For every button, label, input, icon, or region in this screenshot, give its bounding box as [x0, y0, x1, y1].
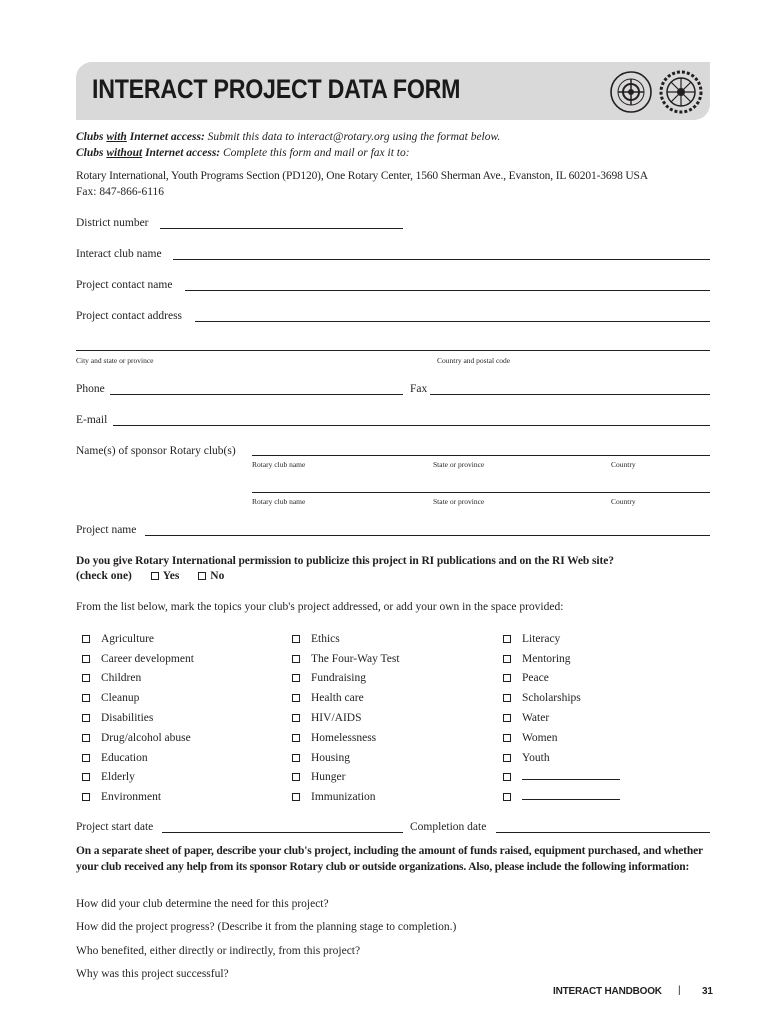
district-number-field[interactable]: [160, 228, 403, 229]
topic-checkbox[interactable]: [292, 754, 300, 762]
question-need: How did your club determine the need for this project?: [76, 898, 329, 910]
project-name-label: Project name: [76, 524, 137, 536]
topics-column-2: [292, 629, 400, 807]
intro-line-with-internet: Clubs with Internet access: Submit this data to interact@rotary.org using the format below.: [76, 131, 501, 143]
topic-checkbox[interactable]: [82, 734, 90, 742]
topic-item[interactable]: Children: [82, 669, 194, 689]
state-province-label: State or province: [433, 460, 485, 469]
completion-date-field[interactable]: [496, 832, 710, 833]
custom-topic-field[interactable]: [522, 792, 620, 800]
topic-checkbox[interactable]: [82, 655, 90, 663]
rotary-club-name-label: Rotary club name: [252, 497, 306, 506]
fax-field[interactable]: [430, 394, 710, 395]
topic-item[interactable]: Education: [82, 748, 194, 768]
topic-item[interactable]: Peace: [503, 669, 620, 689]
topic-item[interactable]: Homelessness: [292, 728, 400, 748]
city-state-label: City and state or province: [76, 356, 154, 365]
topic-item[interactable]: Hunger: [292, 768, 400, 788]
topic-item[interactable]: Youth: [503, 748, 620, 768]
custom-topic-item[interactable]: [503, 787, 620, 807]
completion-date-label: Completion date: [410, 821, 487, 833]
topic-checkbox[interactable]: [503, 635, 511, 643]
topic-checkbox[interactable]: [82, 714, 90, 722]
topic-checkbox[interactable]: [82, 635, 90, 643]
country-label: Country: [611, 497, 636, 506]
topic-item[interactable]: Career development: [82, 649, 194, 669]
city-country-field[interactable]: [76, 350, 710, 351]
topic-checkbox[interactable]: [292, 793, 300, 801]
topic-checkbox[interactable]: [292, 714, 300, 722]
rotary-logos: [609, 67, 704, 117]
topics-column-1: [82, 629, 194, 807]
topic-checkbox[interactable]: [292, 694, 300, 702]
sponsor-club-2-field[interactable]: [252, 492, 710, 493]
topic-checkbox[interactable]: [503, 714, 511, 722]
topic-item[interactable]: Agriculture: [82, 629, 194, 649]
no-checkbox[interactable]: [198, 572, 206, 580]
project-name-field[interactable]: [145, 535, 710, 536]
project-contact-address-label: Project contact address: [76, 310, 183, 322]
topic-item[interactable]: Mentoring: [503, 649, 620, 669]
email-field[interactable]: [113, 425, 710, 426]
topic-item[interactable]: Water: [503, 708, 620, 728]
intro-line-without-internet: Clubs without Internet access: Complete this form and mail or fax it to:: [76, 147, 410, 159]
topic-item[interactable]: Literacy: [503, 629, 620, 649]
topic-checkbox[interactable]: [292, 734, 300, 742]
project-contact-name-field[interactable]: [185, 290, 710, 291]
topic-item[interactable]: Disabilities: [82, 708, 194, 728]
topic-item[interactable]: Ethics: [292, 629, 400, 649]
topic-item[interactable]: Housing: [292, 748, 400, 768]
topic-checkbox[interactable]: [292, 655, 300, 663]
topic-item[interactable]: Immunization: [292, 787, 400, 807]
country-label: Country: [611, 460, 636, 469]
interact-club-name-label: Interact club name: [76, 248, 162, 260]
topics-intro: From the list below, mark the topics your club's project addressed, or add your own in the space provided:: [76, 601, 564, 613]
topic-item[interactable]: Environment: [82, 787, 194, 807]
topic-item[interactable]: Fundraising: [292, 669, 400, 689]
topic-checkbox[interactable]: [503, 734, 511, 742]
rotary-wheel-icon: [661, 72, 701, 112]
district-number-label: District number: [76, 217, 149, 229]
sponsor-club-1-field[interactable]: [252, 455, 710, 456]
check-one-label: (check one): [76, 570, 132, 582]
page-number: 31: [702, 986, 713, 997]
topic-checkbox[interactable]: [503, 754, 511, 762]
topic-checkbox[interactable]: [503, 674, 511, 682]
country-postal-label: Country and postal code: [437, 356, 511, 365]
topic-checkbox[interactable]: [503, 694, 511, 702]
state-province-label: State or province: [433, 497, 485, 506]
topic-checkbox[interactable]: [292, 635, 300, 643]
footer-separator: |: [678, 985, 681, 996]
topic-checkbox[interactable]: [292, 773, 300, 781]
custom-topic-checkbox[interactable]: [503, 793, 511, 801]
topic-item[interactable]: Scholarships: [503, 688, 620, 708]
topic-item[interactable]: HIV/AIDS: [292, 708, 400, 728]
topic-checkbox[interactable]: [82, 773, 90, 781]
project-contact-name-label: Project contact name: [76, 279, 173, 291]
footer-handbook: INTERACT HANDBOOK: [553, 986, 662, 997]
sponsor-clubs-label: Name(s) of sponsor Rotary club(s): [76, 445, 236, 457]
email-label: E-mail: [76, 414, 108, 426]
topic-checkbox[interactable]: [503, 655, 511, 663]
rotary-seal-icon: [611, 72, 651, 112]
custom-topic-item[interactable]: [503, 768, 620, 788]
fax-label: Fax: [410, 383, 428, 395]
permission-options: [76, 570, 224, 582]
topic-item[interactable]: Elderly: [82, 768, 194, 788]
custom-topic-field[interactable]: [522, 772, 620, 780]
permission-no-option[interactable]: No: [198, 570, 224, 582]
topic-checkbox[interactable]: [82, 694, 90, 702]
topic-checkbox[interactable]: [82, 793, 90, 801]
topics-column-3: [503, 629, 620, 807]
question-beneficiaries: Who benefited, either directly or indirectly, from this project?: [76, 945, 361, 957]
fax-number: Fax: 847-866-6116: [76, 186, 165, 198]
description-instructions: On a separate sheet of paper, describe your club's project, including the amount of funds raised, equipment purchased, and whether your club received any help from its sponsor Rotary club or outside organizations. Also, please include the following information:: [76, 845, 703, 873]
project-contact-address-field[interactable]: [195, 321, 710, 322]
phone-label: Phone: [76, 383, 105, 395]
interact-club-name-field[interactable]: [173, 259, 710, 260]
topic-checkbox[interactable]: [82, 674, 90, 682]
mailing-address: Rotary International, Youth Programs Section (PD120), One Rotary Center, 1560 Sherman Ave., Evanston, IL 60201-3698 USA: [76, 170, 648, 182]
topic-item[interactable]: Health care: [292, 688, 400, 708]
page-title: INTERACT PROJECT DATA FORM: [92, 74, 461, 104]
rotary-club-name-label: Rotary club name: [252, 460, 306, 469]
phone-field[interactable]: [110, 394, 403, 395]
permission-yes-option[interactable]: Yes: [151, 570, 180, 582]
topic-item[interactable]: Cleanup: [82, 688, 194, 708]
topic-checkbox[interactable]: [292, 674, 300, 682]
project-start-date-field[interactable]: [162, 832, 403, 833]
project-start-date-label: Project start date: [76, 821, 154, 833]
custom-topic-checkbox[interactable]: [503, 773, 511, 781]
topic-item[interactable]: Drug/alcohol abuse: [82, 728, 194, 748]
yes-checkbox[interactable]: [151, 572, 159, 580]
topic-item[interactable]: Women: [503, 728, 620, 748]
permission-question: Do you give Rotary International permission to publicize this project in RI publications and on the RI Web site?: [76, 555, 614, 567]
topic-item[interactable]: The Four-Way Test: [292, 649, 400, 669]
topic-checkbox[interactable]: [82, 754, 90, 762]
question-success: Why was this project successful?: [76, 968, 229, 980]
question-progress: How did the project progress? (Describe it from the planning stage to completion.): [76, 921, 457, 933]
